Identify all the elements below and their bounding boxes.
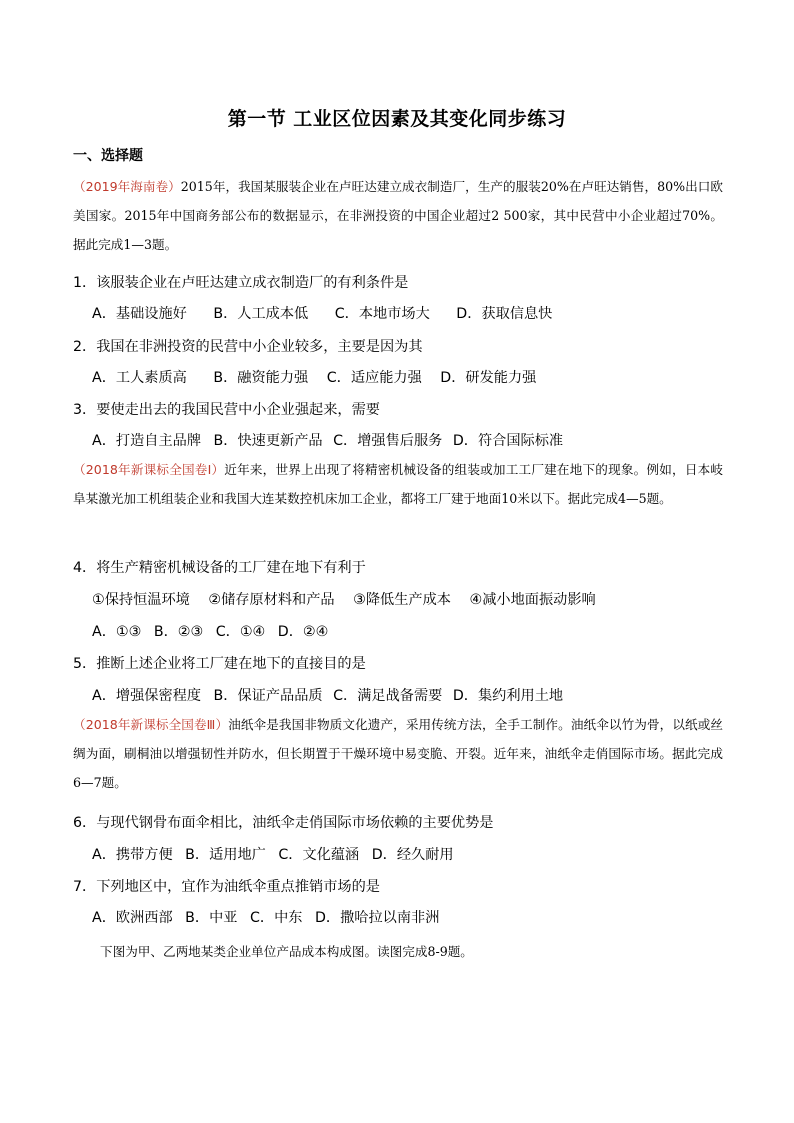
q6-option-b[interactable]: B．适用地广 xyxy=(185,847,266,863)
q4-option-d[interactable]: D．②④ xyxy=(277,624,329,640)
passage-2-source: （2018年新课标全国卷Ⅰ） xyxy=(73,462,225,477)
q1-option-b[interactable]: B．人工成本低 xyxy=(213,306,309,322)
q4-option-c[interactable]: C．①④ xyxy=(215,624,266,640)
q4-item-1: ①保持恒温环境 xyxy=(92,592,190,608)
q6-option-a[interactable]: A．携带方便 xyxy=(92,847,173,863)
q3-option-b[interactable]: B．快速更新产品 xyxy=(213,433,323,449)
passage-1 xyxy=(73,172,723,259)
question-4-items xyxy=(92,589,596,609)
q3-option-d[interactable]: D．符合国际标准 xyxy=(452,433,564,449)
q5-option-b[interactable]: B．保证产品品质 xyxy=(213,688,323,704)
q1-option-c[interactable]: C．本地市场大 xyxy=(334,306,430,322)
q6-option-c[interactable]: C．文化蕴涵 xyxy=(278,847,360,863)
question-7-stem: 7．下列地区中，宜作为油纸伞重点推销市场的是 xyxy=(73,879,380,895)
q4-option-a[interactable]: A．①③ xyxy=(92,624,142,640)
q1-option-d[interactable]: D．获取信息快 xyxy=(456,306,553,322)
question-5-stem: 5．推断上述企业将工厂建在地下的直接目的是 xyxy=(73,656,366,672)
question-2-stem: 2．我国在非洲投资的民营中小企业较多，主要是因为其 xyxy=(73,339,423,355)
q4-item-4: ④减小地面振动影响 xyxy=(469,592,596,608)
section-heading: 一、选择题 xyxy=(73,148,143,164)
passage-3 xyxy=(73,710,723,797)
q1-option-a[interactable]: A．基础设施好 xyxy=(92,306,187,322)
passage-1-text: 2015年，我国某服装企业在卢旺达建立成衣制造厂，生产的服装20%在卢旺达销售，80%出口欧美国家。2015年中国商务部公布的数据显示，在非洲投资的中国企业超过2 500家，其中民营中小企业超过70%。据此完成1—3题。 xyxy=(73,179,723,252)
q2-option-a[interactable]: A．工人素质高 xyxy=(92,370,187,386)
page-title: 第一节 工业区位因素及其变化同步练习 xyxy=(227,108,567,130)
q2-option-c[interactable]: C．适应能力强 xyxy=(326,370,422,386)
q2-option-d[interactable]: D．研发能力强 xyxy=(440,370,537,386)
q3-option-c[interactable]: C．增强售后服务 xyxy=(333,433,443,449)
q3-option-a[interactable]: A．打造自主品牌 xyxy=(92,433,202,449)
q5-option-c[interactable]: C．满足战备需要 xyxy=(333,688,443,704)
passage-3-source: （2018年新课标全国卷Ⅲ） xyxy=(73,717,229,732)
passage-2-text: 近年来，世界上出现了将精密机械设备的组装或加工工厂建在地下的现象。例如，日本岐阜某激光加工机组装企业和我国大连某数控机床加工企业，都将工厂建于地面10米以下。据此完成4—5题。 xyxy=(73,462,724,506)
passage-2 xyxy=(73,455,723,513)
question-1-stem: 1．该服装企业在卢旺达建立成衣制造厂的有利条件是 xyxy=(73,275,409,291)
question-4-stem: 4．将生产精密机械设备的工厂建在地下有利于 xyxy=(73,560,366,576)
question-5-options xyxy=(92,685,563,705)
q7-option-a[interactable]: A．欧洲西部 xyxy=(92,910,173,926)
q5-option-a[interactable]: A．增强保密程度 xyxy=(92,688,202,704)
question-2-options xyxy=(92,367,536,387)
passage-3-text: 油纸伞是我国非物质文化遗产，采用传统方法，全手工制作。油纸伞以竹为骨，以纸或丝绸为面，刷桐油以增强韧性并防水，但长期置于干燥环境中易变脆、开裂。近年来，油纸伞走俏国际市场。据此完成6—7题。 xyxy=(73,717,724,790)
figure-intro: 下图为甲、乙两地某类企业单位产品成本构成图。读图完成8-9题。 xyxy=(100,944,473,959)
question-6-stem: 6．与现代钢骨布面伞相比，油纸伞走俏国际市场依赖的主要优势是 xyxy=(73,815,494,831)
q7-option-c[interactable]: C．中东 xyxy=(249,910,303,926)
question-6-options xyxy=(92,844,454,864)
question-3-options xyxy=(92,430,563,450)
q7-option-d[interactable]: D．撒哈拉以南非洲 xyxy=(314,910,440,926)
q7-option-b[interactable]: B．中亚 xyxy=(185,910,238,926)
q2-option-b[interactable]: B．融资能力强 xyxy=(213,370,309,386)
question-3-stem: 3．要使走出去的我国民营中小企业强起来，需要 xyxy=(73,402,380,418)
question-1-options xyxy=(92,303,552,323)
q4-option-b[interactable]: B．②③ xyxy=(153,624,204,640)
q6-option-d[interactable]: D．经久耐用 xyxy=(371,847,454,863)
question-4-options xyxy=(92,621,328,641)
q4-item-3: ③降低生产成本 xyxy=(353,592,451,608)
q4-item-2: ②储存原材料和产品 xyxy=(208,592,335,608)
q5-option-d[interactable]: D．集约利用土地 xyxy=(452,688,564,704)
passage-1-source: （2019年海南卷） xyxy=(73,179,181,194)
question-7-options xyxy=(92,907,439,927)
